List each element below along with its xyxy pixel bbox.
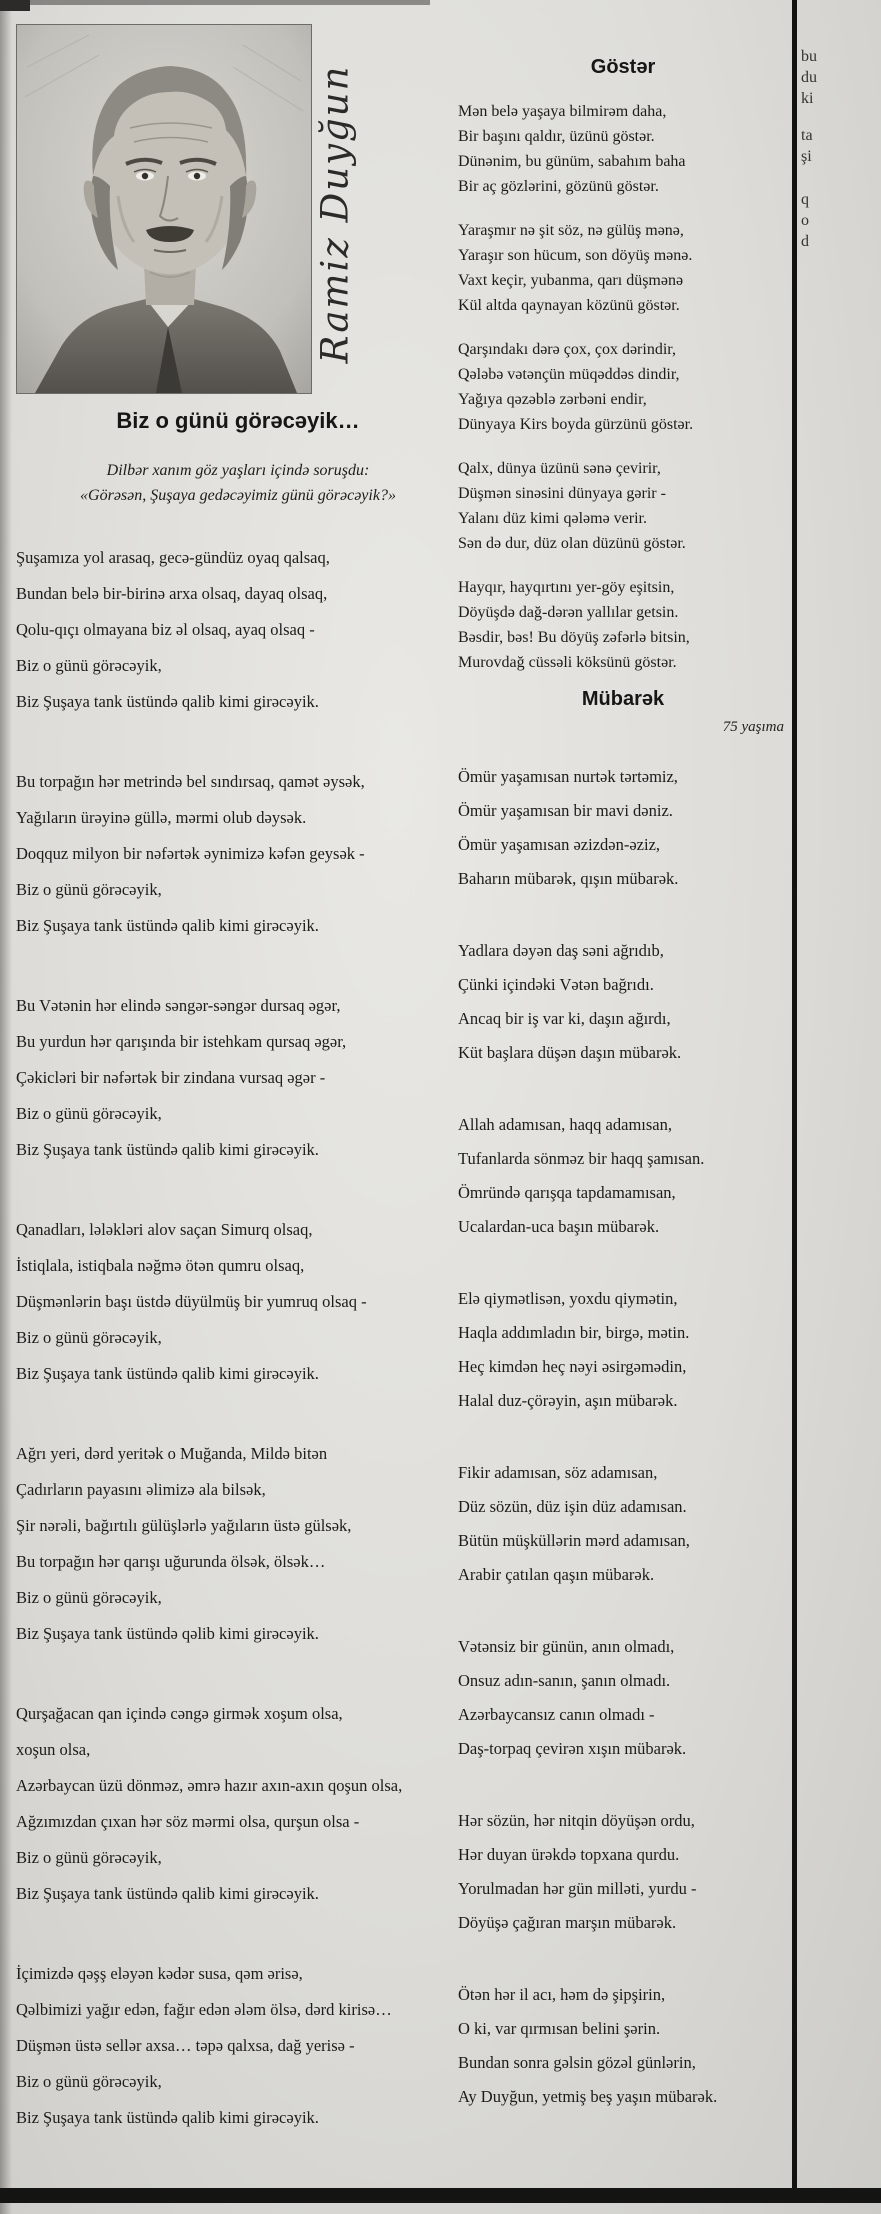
poem-stanza: [458, 1804, 788, 1940]
edge-text-fragment: ki: [801, 90, 814, 107]
edge-text-fragment: ta: [801, 127, 813, 144]
poem-stanza: [458, 760, 788, 896]
poem-line: Bəsdir, bəs! Bu döyüş zəfərlə bitsin,: [458, 629, 690, 646]
edge-text-fragment: d: [801, 233, 809, 250]
poem-line: Halal duz-çörəyin, aşın mübarək.: [458, 1391, 678, 1410]
column-rule-line: [792, 0, 797, 2190]
poem-line: Bu Vətənin hər elində səngər-səngər dursaq əgər,: [16, 996, 341, 1015]
poem-line: Yalanı düz kimi qələmə verir.: [458, 510, 647, 527]
poem-line: Bir başını qaldır, üzünü göstər.: [458, 128, 655, 145]
poem-line: Yağıya qəzəblə zərbəni endir,: [458, 391, 647, 408]
poem-line: Yorulmadan hər gün milləti, yurdu -: [458, 1879, 697, 1898]
poem-line: Qurşağacan qan içində cəngə girmək xoşum olsa,: [16, 1704, 343, 1723]
poem-line: Şir nərəli, bağırtılı gülüşlərlə yağıların üstə gülsək,: [16, 1516, 352, 1535]
poem-stanza: [458, 218, 788, 318]
bottom-rule-line: [0, 2188, 881, 2203]
poem-line: xoşun olsa,: [16, 1740, 91, 1759]
poem-title-gostar: Göstər: [590, 56, 656, 78]
epigraph-line: Dilbər xanım göz yaşları içində soruşdu:: [106, 462, 370, 479]
poem-line: Düşmən üstə sellər axsa… təpə qalxsa, dağ yerisə -: [16, 2036, 355, 2055]
poem-line: Biz o günü görəcəyik,: [16, 880, 162, 899]
poem-line: Biz Şuşaya tank üstündə qəlib kimi girəcəyik.: [16, 1624, 319, 1643]
poem-stanza: [458, 1282, 788, 1418]
poem-line: Qələbə vətənçün müqəddəs dindir,: [458, 366, 680, 383]
poem-line: Hayqır, hayqırtını yer-göy eşitsin,: [458, 579, 675, 596]
poem-line: Çəkicləri bir nəfərtək bir zindana vursaq əgər -: [16, 1068, 326, 1087]
poem-line: Çünki içindəki Vətən bağrıdı.: [458, 975, 654, 994]
poem-line: Fikir adamısan, söz adamısan,: [458, 1463, 658, 1482]
poem-line: Qolu-qıçı olmayana biz əl olsaq, ayaq olsaq -: [16, 620, 315, 639]
poem-line: Vətənsiz bir günün, anın olmadı,: [458, 1637, 675, 1656]
poem-line: Bundan sonra gəlsin gözəl günlərin,: [458, 2053, 696, 2072]
poem-line: İstiqlala, istiqbala nəğmə ötən qumru olsaq,: [16, 1256, 305, 1275]
poem-stanza: [458, 1630, 788, 1766]
poem-line: Qalx, dünya üzünü sənə çevirir,: [458, 460, 661, 477]
poem-line: Tufanlarda sönməz bir haqq şamısan.: [458, 1149, 705, 1168]
poem-line: Biz o günü görəcəyik,: [16, 1104, 162, 1123]
poem-dedication: 75 yaşıma: [722, 719, 784, 735]
edge-text-fragment: o: [801, 212, 809, 229]
poem-line: Bundan belə bir-birinə arxa olsaq, dayaq olsaq,: [16, 584, 328, 603]
poem-line: Yağıların ürəyinə güllə, mərmi olub dəysək.: [16, 808, 307, 827]
poem-line: Baharın mübarək, qışın mübarək.: [458, 869, 679, 888]
poem-line: Düz sözün, düz işin düz adamısan.: [458, 1497, 687, 1516]
author-signature: [304, 36, 366, 392]
poem-line: Murovdağ cüssəli köksünü göstər.: [458, 654, 677, 671]
edge-text-fragment: q: [801, 191, 809, 208]
poem-line: Biz o günü görəcəyik,: [16, 656, 162, 675]
poem-line: Kül altda qaynayan közünü göstər.: [458, 297, 680, 314]
poem-body-gostar: [458, 99, 788, 675]
poem-line: Ötən hər il acı, həm də şipşirin,: [458, 1985, 666, 2004]
poem-stanza: [16, 1212, 460, 1392]
scan-corner-mark: [0, 0, 30, 11]
poem-line: Ömür yaşamısan nurtək tərtəmiz,: [458, 767, 678, 786]
poem-line: Onsuz adın-sanın, şanın olmadı.: [458, 1671, 671, 1690]
poem-line: Haqla addımladın bir, birgə, mətin.: [458, 1323, 690, 1342]
scan-edge-shadow: [0, 0, 12, 2214]
poem-line: Çadırların payasını əlimizə ala bilsək,: [16, 1480, 266, 1499]
poem-line: Daş-torpaq çevirən xışın mübarək.: [458, 1739, 687, 1758]
poem-line: Ömür yaşamısan əzizdən-əziz,: [458, 835, 661, 854]
poem-line: Ağzımızdan çıxan hər söz mərmi olsa, qurşun olsa -: [16, 1812, 360, 1831]
poem-stanza: [458, 456, 788, 556]
poem-stanza: [458, 337, 788, 437]
poem-line: Ömür yaşamısan bir mavi dəniz.: [458, 801, 673, 820]
poem-line: Küt başlara düşən daşın mübarək.: [458, 1043, 682, 1062]
poem-block-gostar: [458, 56, 788, 694]
poem-line: Yaraşır son hücum, son döyüş mənə.: [458, 247, 693, 264]
poem-stanza: [458, 1456, 788, 1592]
scan-top-edge-mark: [0, 0, 430, 5]
poem-line: Ucalardan-uca başın mübarək.: [458, 1217, 660, 1236]
poem-line: Biz Şuşaya tank üstündə qalib kimi girəcəyik.: [16, 1364, 319, 1383]
poem-line: O ki, var qırmısan belini şərin.: [458, 2019, 661, 2038]
poem-line: Bu torpağın hər metrində bel sındırsaq, qamət əysək,: [16, 772, 365, 791]
poem-stanza: [16, 764, 460, 944]
adjacent-page-text-strip: [801, 46, 877, 252]
poem-line: Bir aç gözlərini, gözünü göstər.: [458, 178, 659, 195]
poem-line: Ağrı yeri, dərd yeritək o Muğanda, Mildə bitən: [16, 1444, 328, 1463]
epigraph-line: «Görəsən, Şuşaya gedəcəyimiz günü görəcəyik?»: [80, 487, 396, 504]
edge-text-fragment: du: [801, 69, 817, 86]
poem-stanza: [458, 1108, 788, 1244]
poem-line: Ancaq bir iş var ki, daşın ağırdı,: [458, 1009, 671, 1028]
poem-line: Hər duyan ürəkdə topxana qurdu.: [458, 1845, 680, 1864]
poem-epigraph: [16, 458, 460, 508]
poem-line: Qəlbimizi yağır edən, fağır edən ələm ölsə, dərd kirisə…: [16, 2000, 392, 2019]
poem-line: Biz o günü görəcəyik,: [16, 2072, 162, 2091]
poem-line: Dünyaya Kirs boyda gürzünü göstər.: [458, 416, 694, 433]
poem-line: Döyüşdə dağ-dərən yallılar getsin.: [458, 604, 679, 621]
poem-block-mubarak: [458, 688, 788, 2152]
poem-line: Şuşamıza yol arasaq, gecə-gündüz oyaq qalsaq,: [16, 548, 330, 567]
poem-line: Yaraşmır nə şit söz, nə gülüş mənə,: [458, 222, 684, 239]
poem-line: Elə qiymətlisən, yoxdu qiymətin,: [458, 1289, 678, 1308]
poem-line: Biz o günü görəcəyik,: [16, 1588, 162, 1607]
poem-line: Ömründə qarışqa tapdamamısan,: [458, 1183, 676, 1202]
poem-stanza: [16, 988, 460, 1168]
portrait-sketch: [16, 24, 312, 394]
portrait-image: [17, 25, 311, 393]
poem-stanza: [458, 575, 788, 675]
poem-stanza: [16, 1956, 460, 2136]
poem-line: Doqquz milyon bir nəfərtək əynimizə kəfən geysək -: [16, 844, 365, 863]
poem-line: Bu yurdun hər qarışında bir istehkam qursaq əgər,: [16, 1032, 347, 1051]
poem-line: Sən də dur, düz olan düzünü göstər.: [458, 535, 686, 552]
poem-title-biz-o-gunu: Biz o günü görəcəyik…: [116, 408, 360, 433]
poem-line: Biz o günü görəcəyik,: [16, 1328, 162, 1347]
poem-stanza: [16, 540, 460, 720]
poem-line: Biz Şuşaya tank üstündə qalib kimi girəcəyik.: [16, 1140, 319, 1159]
poem-line: Azərbaycansız canın olmadı -: [458, 1705, 655, 1724]
poem-line: Vaxt keçir, yubanma, qarı düşmənə: [458, 272, 684, 289]
poem-line: Biz Şuşaya tank üstündə qalib kimi girəcəyik.: [16, 692, 319, 711]
poem-title-mubarak: Mübarək: [581, 688, 665, 710]
poem-line: Dünənim, bu günüm, sabahım baha: [458, 153, 686, 170]
poem-line: Qarşındakı dərə çox, çox dərindir,: [458, 341, 676, 358]
poem-body-mubarak: [458, 760, 788, 2114]
poem-line: Allah adamısan, haqq adamısan,: [458, 1115, 672, 1134]
poem-line: Azərbaycan üzü dönməz, əmrə hazır axın-axın qoşun olsa,: [16, 1776, 403, 1795]
author-signature-text: Ramiz Duyğun: [313, 64, 357, 364]
poem-line: Qanadları, lələkləri alov saçan Simurq olsaq,: [16, 1220, 313, 1239]
poem-line: Biz Şuşaya tank üstündə qalib kimi girəcəyik.: [16, 916, 319, 935]
poem-line: Düşmən sinəsini dünyaya gərir -: [458, 485, 666, 502]
poem-line: Arabir çatılan qaşın mübarək.: [458, 1565, 655, 1584]
poem-stanza: [16, 1436, 460, 1652]
poem-line: Düşmənlərin başı üstdə düyülmüş bir yumruq olsaq -: [16, 1292, 367, 1311]
edge-text-fragment: bu: [801, 48, 817, 65]
edge-text-fragment: şi: [801, 148, 812, 165]
poem-line: Döyüşə çağıran marşın mübarək.: [458, 1913, 677, 1932]
poem-line: Heç kimdən heç nəyi əsirgəmədin,: [458, 1357, 687, 1376]
poem-stanza: [16, 1696, 460, 1912]
poem-body-biz-o-gunu: [16, 540, 460, 2136]
poem-line: Hər sözün, hər nitqin döyüşən ordu,: [458, 1811, 695, 1830]
poem-stanza: [458, 1978, 788, 2114]
poem-line: Biz o günü görəcəyik,: [16, 1848, 162, 1867]
poem-column-left: [16, 408, 460, 2180]
poem-line: İçimizdə qəşş eləyən kədər susa, qəm ərisə,: [16, 1964, 303, 1983]
poem-line: Biz Şuşaya tank üstündə qalib kimi girəcəyik.: [16, 2108, 319, 2127]
poem-line: Biz Şuşaya tank üstündə qalib kimi girəcəyik.: [16, 1884, 319, 1903]
poem-line: Bu torpağın hər qarışı uğurunda ölsək, ölsək…: [16, 1552, 326, 1571]
poem-line: Bütün müşküllərin mərd adamısan,: [458, 1531, 690, 1550]
poem-stanza: [458, 934, 788, 1070]
poem-line: Ay Duyğun, yetmiş beş yaşın mübarək.: [458, 2087, 718, 2106]
poem-stanza: [458, 99, 788, 199]
poem-line: Yadlara dəyən daş səni ağrıdıb,: [458, 941, 664, 960]
poem-line: Mən belə yaşaya bilmirəm daha,: [458, 103, 667, 120]
